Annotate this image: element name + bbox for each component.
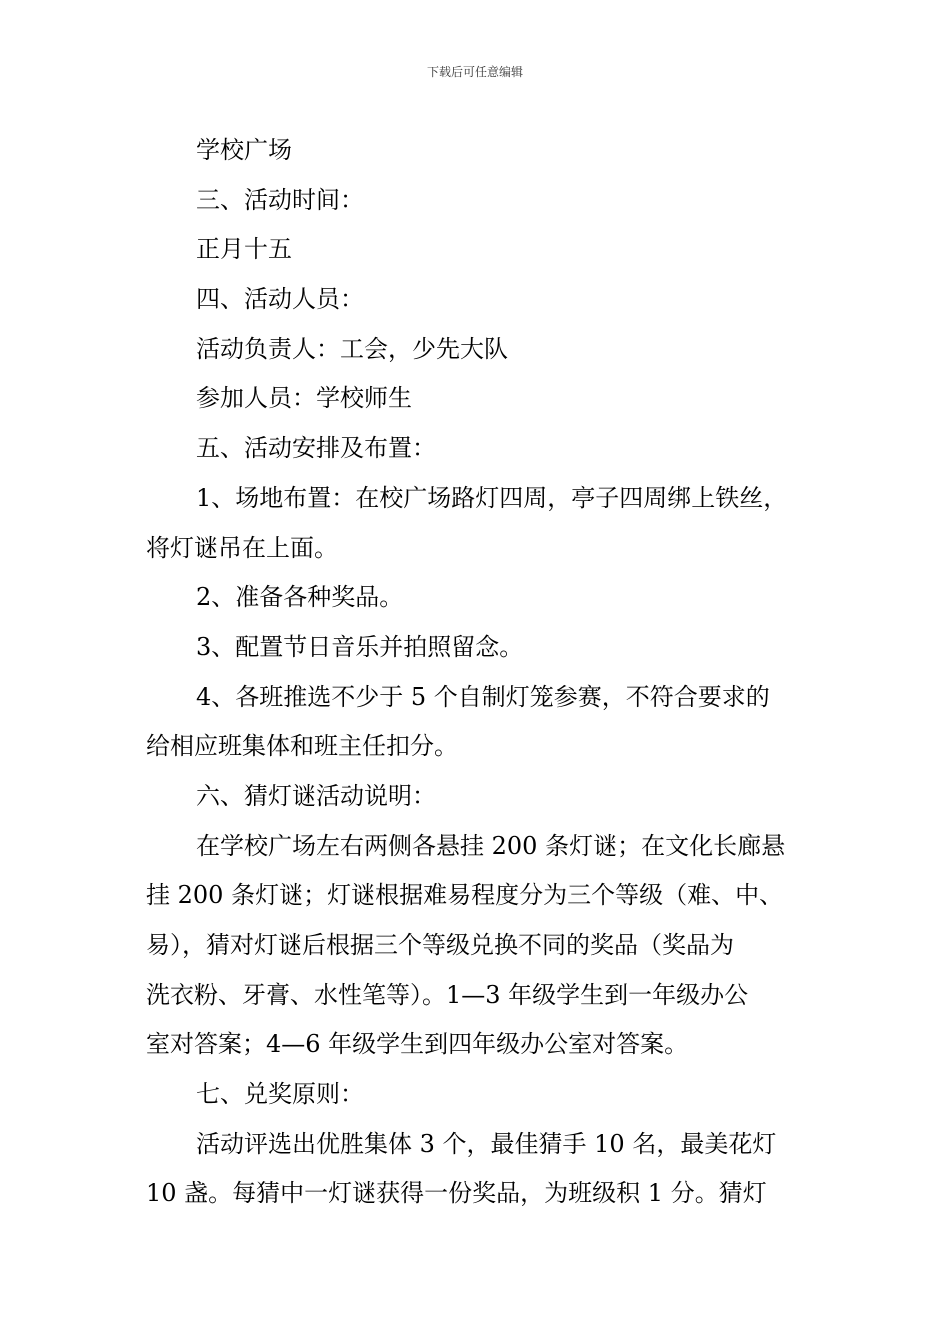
text-line: 2、准备各种奖品。 bbox=[196, 583, 404, 612]
text-line: 参加人员：学校师生 bbox=[196, 384, 412, 413]
text-line: 学校广场 bbox=[196, 136, 292, 164]
text-line: 正月十五 bbox=[196, 235, 292, 264]
text-line: 洗衣粉、牙膏、水性笔等）。1—3 年级学生到一年级办公 bbox=[146, 980, 749, 1009]
page-header-note: 下载后可任意编辑 bbox=[426, 65, 523, 79]
text-line: 1、场地布置：在校广场路灯四周，亭子四周绑上铁丝， bbox=[196, 483, 788, 512]
text-line: 活动负责人：工会，少先大队 bbox=[196, 334, 508, 363]
text-line: 室对答案；4—6 年级学生到四年级办公室对答案。 bbox=[146, 1030, 689, 1059]
text-line: 五、活动安排及布置： bbox=[196, 434, 436, 463]
text-line: 将灯谜吊在上面。 bbox=[146, 533, 338, 562]
text-line: 在学校广场左右两侧各悬挂 200 条灯谜；在文化长廊悬 bbox=[196, 831, 786, 860]
text-line: 四、活动人员： bbox=[196, 285, 364, 314]
text-line: 挂 200 条灯谜；灯谜根据难易程度分为三个等级（难、中、 bbox=[146, 881, 784, 910]
text-line: 10 盏。每猜中一灯谜获得一份奖品，为班级积 1 分。猜灯 bbox=[146, 1179, 767, 1208]
document-body bbox=[146, 126, 810, 1219]
text-line: 六、猜灯谜活动说明： bbox=[196, 781, 436, 810]
text-line: 易），猜对灯谜后根据三个等级兑换不同的奖品（奖品为 bbox=[146, 931, 734, 959]
text-line: 4、各班推选不少于 5 个自制灯笼参赛，不符合要求的 bbox=[196, 682, 770, 711]
text-line: 3、配置节日音乐并拍照留念。 bbox=[196, 632, 524, 661]
text-line: 七、兑奖原则： bbox=[196, 1080, 364, 1109]
text-line: 给相应班集体和班主任扣分。 bbox=[146, 732, 458, 761]
text-line: 三、活动时间： bbox=[196, 185, 364, 214]
text-line: 活动评选出优胜集体 3 个，最佳猜手 10 名，最美花灯 bbox=[196, 1129, 777, 1158]
